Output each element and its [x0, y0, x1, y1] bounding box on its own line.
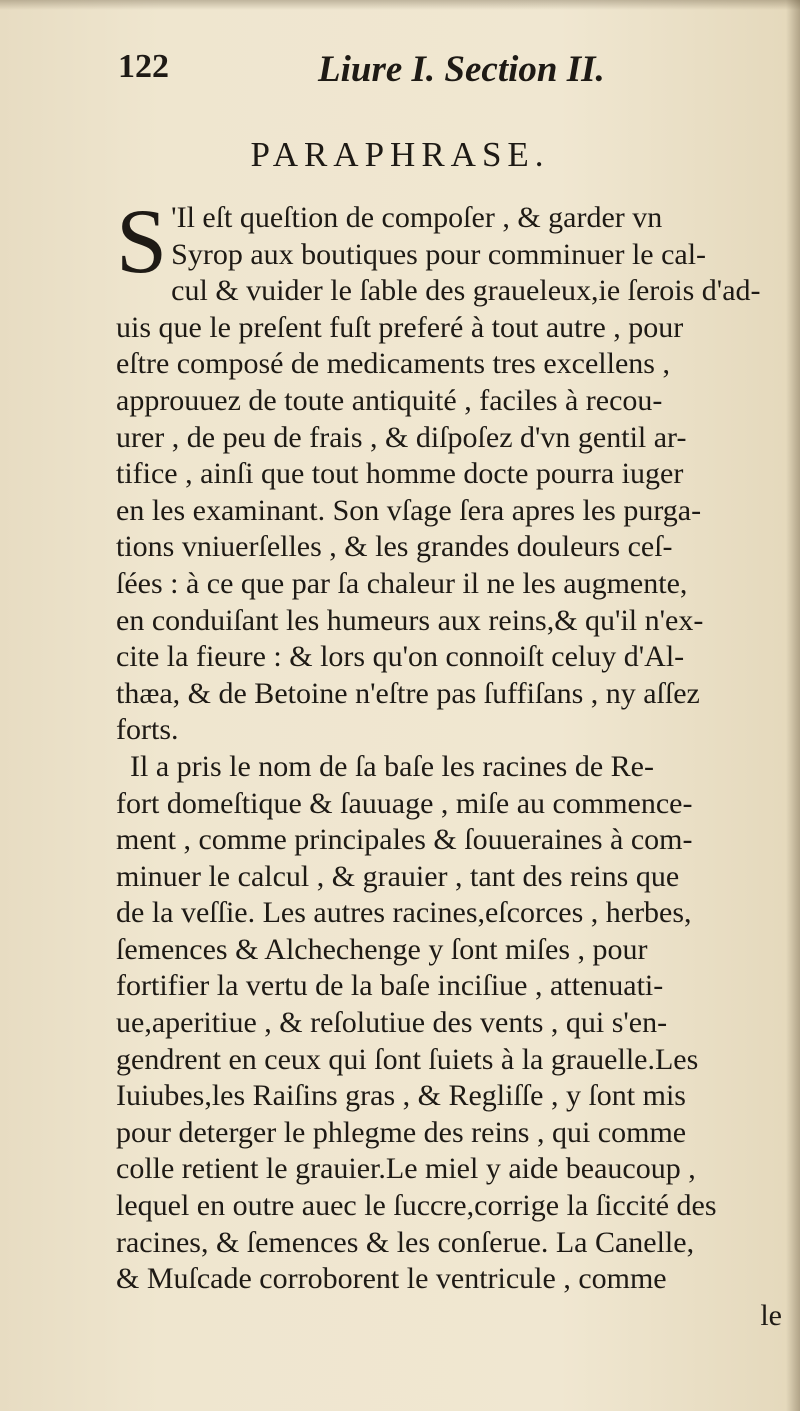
text-line: ment , comme principales & ſouueraines à com-	[116, 823, 693, 857]
text-line: minuer le calcul , & grauier , tant des reins que	[116, 859, 680, 893]
text-line: racines, & ſemences & les conſerue. La Canelle,	[116, 1225, 695, 1259]
text-line: gendrent en ceux qui ſont ſuiets à la grauelle.Les	[116, 1042, 699, 1076]
text-line: ſemences & Alchechenge y ſont miſes , pour	[116, 932, 648, 966]
text-line: & Muſcade corroborent le ventricule , comme	[116, 1262, 667, 1296]
text-line: lequel en outre auec le ſuccre,corrige la ſiccité des	[116, 1189, 717, 1223]
text-line: colle retient le grauier.Le miel y aide beaucoup ,	[116, 1152, 696, 1186]
text-line: fortifier la vertu de la baſe inciſiue , attenuati-	[116, 969, 664, 1003]
text-line: thæa, & de Betoine n'eſtre pas ſuffiſans , ny aſſez	[116, 676, 700, 710]
text-line: eſtre composé de medicaments tres excellens ,	[116, 347, 670, 381]
text-line: pour deterger le phlegme des reins , qui comme	[116, 1115, 687, 1149]
text-line: approuuez de toute antiquité , faciles à recou-	[116, 383, 663, 417]
running-head: Liure I. Section II.	[318, 49, 605, 90]
text-line: urer , de peu de frais , & diſpoſez d'vn gentil ar-	[116, 420, 687, 454]
text-line: cite la fieure : & lors qu'on connoiſt celuy d'Al-	[116, 640, 685, 674]
text-line: de la veſſie. Les autres racines,eſcorces , herbes,	[116, 896, 692, 930]
catchword: le	[760, 1298, 782, 1332]
text-line: uis que le preſent fuſt preferé à tout autre , pour	[116, 310, 684, 344]
text-line: fort domeſtique & ſauuage , miſe au commence-	[116, 786, 693, 820]
body-text	[116, 190, 792, 1334]
text-line: cul & vuider le ſable des graueleux,ie ſerois d'ad-	[171, 274, 761, 308]
text-line: tions vniuerſelles , & les grandes douleurs ceſ-	[116, 530, 673, 564]
page-header	[118, 48, 718, 108]
paragraph-2	[116, 749, 792, 1298]
page-top-shadow	[0, 0, 800, 10]
text-line: ue,aperitiue , & reſolutiue des vents , qui s'en-	[116, 1006, 668, 1040]
text-line: en conduiſant les humeurs aux reins,& qu'il n'ex-	[116, 603, 704, 637]
text-line: Syrop aux boutiques pour comminuer le cal-	[171, 237, 707, 271]
paragraph-1	[116, 190, 792, 749]
text-line: Il a pris le nom de ſa baſe les racines de Re-	[130, 749, 654, 783]
text-line: Iuiubes,les Raiſins gras , & Regliſſe , y ſont mis	[116, 1079, 686, 1113]
page-number: 122	[118, 48, 169, 85]
drop-cap: S	[116, 190, 168, 292]
text-line: forts.	[116, 713, 179, 747]
text-line: en les examinant. Son vſage ſera apres les purga-	[116, 493, 702, 527]
text-line: tifice , ainſi que tout homme docte pourra iuger	[116, 457, 684, 491]
section-title: PARAPHRASE.	[250, 135, 550, 174]
text-line: ſées : à ce que par ſa chaleur il ne les augmente,	[116, 566, 688, 600]
text-line: 'Il eſt queſtion de compoſer , & garder vn	[171, 201, 663, 234]
